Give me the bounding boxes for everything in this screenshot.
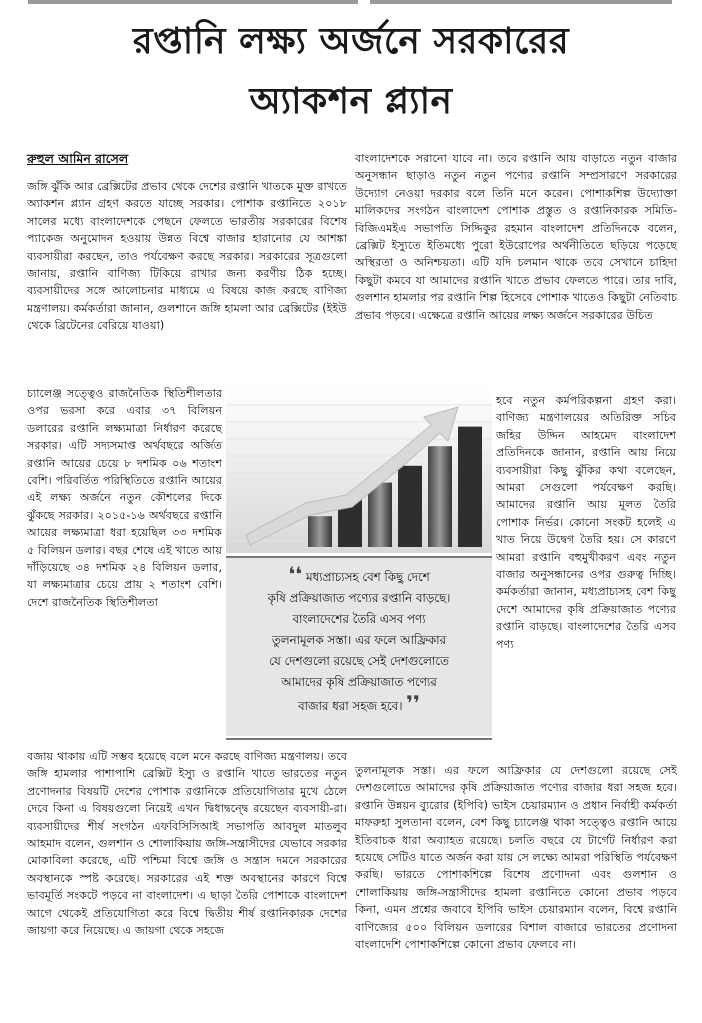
chart-bar: [398, 466, 422, 547]
col1-narrow-paragraph: চ্যালেঞ্জ সত্ত্বেও রাজনৈতিক স্থিতিশীলতার ওপর ভরসা করে এবার ৩৭ বিলিয়ন ডলারের রপ্তানি লক্ষ্যমাত্রা নির্ধারণ করেছে সরকার। এটি সদ্যসমাপ্ত অর্থবছরে অর্জিত রপ্তানি আয়ের চেয়ে ৮ দশমিক ০৬ শতাংশ বেশি। পরিবর্তিত পরিস্থিতিতে রপ্তানি আয়ের এই লক্ষ্য অর্জনে নতুন কৌশলের দিকে ঝুঁকছে সরকার। ২০১৫-১৬ অর্থবছরে রপ্তানি আয়ের লক্ষ্যমাত্রা ধরা হয়েছিল ৩৩ দশমিক ৫ বিলিয়ন ডলার। বছর শেষে এই খাতে আয় দাঁড়িয়েছে ৩৪ দশমিক ২৪ বিলিয়ন ডলার, যা লক্ষ্যমাত্রার চেয়ে প্রায় ২ শতাংশ বেশি। দেশে রাজনৈতিক স্থিতিশীলতা: [27, 387, 222, 609]
chart-bar: [428, 446, 452, 547]
col2-narrow: [496, 392, 676, 653]
open-quote-icon: ❛❛: [288, 562, 303, 586]
growth-chart-image: [226, 385, 492, 553]
quote-line-7: বাজার ধরা সহজ হবে। ❜❜: [297, 691, 421, 715]
chart-bar: [308, 516, 332, 547]
col1-narrow: [27, 385, 222, 611]
col1-bottom-paragraph: বজায় থাকায় এটি সম্ভব হয়েছে বলে মনে করছে বাণিজ্য মন্ত্রণালয়। তবে জঙ্গি হামলার পাশাপাশি ব্রেক্সিট ইস্যু ও রপ্তানি খাতে ভারতের নতুন প্রণোদনার বিষয়টি দেশের পোশাক রপ্তানিকে প্রতিযোগিতার মুখে ঠেলে দেবে কিনা এ বিষয়গুলো নিয়েই এখন দ্বিধাদ্বন্দ্বে রয়েছেন ব্যবসায়ী-রা। ব্যবসায়ীদের শীর্ষ সংগঠন এফবিসিসিআই সভাপতি আবদুল মাতলুব আহমাদ বলেন, গুলশান ও শোলাকিয়ায় জঙ্গি-সন্ত্রাসীদের যেভাবে সরকার মোকাবিলা করেছে, এটি পশ্চিমা বিশ্বে জঙ্গি ও সন্ত্রাস দমনে সরকারের অবস্থানকে স্পষ্ট করেছে। সরকারের এই শক্ত অবস্থানের কারণে বিশ্বে ভাবমূর্তি সংকটে পড়বে না বাংলাদেশ। এ ছাড়া তৈরি পোশাকে বাংলাদেশ আগে থেকেই প্রতিযোগিতা করে বিশ্বে দ্বিতীয় শীর্ষ রপ্তানিকারক দেশের জায়গা করে নিয়েছে। এ জায়গা থেকে সহজে: [27, 750, 347, 938]
col1-bottom: [27, 748, 347, 939]
quote-line-3: বাংলাদেশের তৈরি এসব পণ্য: [292, 612, 426, 626]
quote-line-5: যে দেশগুলো রয়েছে সেই দেশগুলোতে: [269, 654, 449, 668]
headline-line-2: অ্যাকশন প্ল্যান: [249, 81, 453, 122]
quote-line-1: ❛❛ মধ্যপ্রাচ্যসহ বেশ কিছু দেশে: [288, 562, 430, 586]
col2-top-paragraph: বাংলাদেশকে সরানো যাবে না। তবে রপ্তানি আয় বাড়াতে নতুন বাজার অনুসন্ধান ছাড়াও নতুন নতুন পণ্যের রপ্তানি সম্প্রসারণে সরকারের উদ্যোগ নেওয়া দরকার বলে তিনি মনে করেন। পোশাকশিল্প উদ্যোক্তা মালিকদের সংগঠন বাংলাদেশ পোশাক প্রস্তুত ও রপ্তানিকারক সমিতি-বিজিএমইএ সভাপতি সিদ্দিকুর রহমান বাংলাদেশ প্রতিদিনকে বলেন, ব্রেক্সিট ইস্যুতে ইতিমধ্যে পুরো ইউরোপের অর্থনীতিতে ছড়িয়ে পড়েছে অস্থিরতা ও অনিশ্চয়তা। এটি যদি চলমান থাকে তবে সেখানে চাহিদা কিছুটা কমবে যা আমাদের রপ্তানি খাতে প্রভাব ফেলতে পারে। তার দাবি, গুলশান হামলার পর রপ্তানি শিল্প হিসেবে পোশাক খাতেও কিছুটা নেতিবাচ প্রভাব পড়বে। এক্ষেত্রে রপ্তানি আয়ের লক্ষ্য অর্জনে সরকারের উচিত: [355, 152, 677, 322]
quote-line-4: তুলনামূলক সস্তা। এর ফলে আফ্রিকার: [271, 633, 447, 647]
col1-paragraph: জঙ্গি ঝুঁকি আর ব্রেক্সিটের প্রভাব থেকে দেশের রপ্তানি খাতকে মুক্ত রাখতে অ্যাকশন প্ল্যান গ্রহণ করতে যাচ্ছে সরকার। পোশাক রপ্তানিতে ২০১৮ সালের মধ্যে বাংলাদেশকে পেছনে ফেলতে ভারতীয় সরকারের বিশেষ প্যাকেজ অনুমোদন হওয়ায় উন্নত বিশ্বে বাজার হারানোর যে আশঙ্কা ব্যবসায়ীরা করছেন, তাও পর্যবেক্ষণ করছে সরকার। সরকারের সূত্রগুলো জানায়, রপ্তানি বাণিজ্য টিকিয়ে রাখার জন্য করণীয় ঠিক হচ্ছে। ব্যবসায়ীদের সঙ্গে আলোচনার মাধ্যমে এ বিষয়ে কাজ করছে বাণিজ্য মন্ত্রণালয়। কর্মকর্তারা জানান, গুলশানে জঙ্গি হামলা আর ব্রেক্সিটের (ইইউ থেকে ব্রিটেনের বেরিয়ে যাওয়া): [27, 180, 347, 333]
pull-quote: [226, 558, 492, 736]
col2-top: [355, 150, 677, 324]
byline-author: রুহুল আমিন রাসেল: [27, 151, 129, 166]
top-rule-right: [370, 0, 672, 4]
col2-bottom: [355, 762, 677, 953]
chart-bar: [368, 483, 392, 547]
col2-narrow-paragraph: হবে নতুন কর্মপরিকল্পনা গ্রহণ করা। বাণিজ্য মন্ত্রণালয়ের অতিরিক্ত সচিব জহির উদ্দিন আহমেদ বাংলাদেশ প্রতিদিনকে জানান, রপ্তানি আয় নিয়ে ব্যবসায়ীরা কিছু ঝুঁকির কথা বলেছেন, আমরা সেগুলো পর্যবেক্ষণ করছি। আমাদের রপ্তানি আয় মূলত তৈরি পোশাক নির্ভর। কোনো সংকট হলেই এ খাত নিয়ে উদ্বেগ তৈরি হয়। সে কারণে আমরা রপ্তানি বহুমুখীকরণ এবং নতুন বাজার অনুসন্ধানের ওপর গুরুত্ব দিচ্ছি। কর্মকর্তারা জানান, মধ্যপ্রাচ্যসহ বেশ কিছু দেশে আমাদের কৃষি প্রক্রিয়াজাত পণ্যের রপ্তানি বাড়ছে। বাংলাদেশের তৈরি এসব পণ্য: [496, 394, 676, 651]
close-quote-icon: ❜❜: [406, 691, 421, 715]
col1-top: [27, 178, 347, 335]
top-rule-left: [28, 0, 358, 4]
quote-line-2: কৃষি প্রক্রিয়াজাত পণ্যের রপ্তানি বাড়ছে।: [267, 591, 451, 605]
quote-bottom-rule: [226, 738, 492, 740]
chart-bar: [458, 427, 482, 547]
col2-bottom-paragraph: তুলনামূলক সস্তা। এর ফলে আফ্রিকার যে দেশগুলো রয়েছে সেই দেশগুলোতে আমাদের কৃষি প্রক্রিয়াজাত পণ্যের বাজার ধরা সহজ হবে। রপ্তানি উন্নয়ন ব্যুরোর (ইপিবি) ভাইস চেয়ারম্যান ও প্রধান নির্বাহী কর্মকর্তা মাফরুহা সুলতানা বলেন, বেশ কিছু চ্যালেঞ্জ থাকা সত্ত্বেও রপ্তানি আয়ে ইতিবাচক ধারা অব্যাহত রয়েছে। চলতি বছরে যে টার্গেট নির্ধারণ করা হয়েছে সেটিও যাতে অর্জন করা যায় সে লক্ষ্যে আমরা পরিস্থিতি পর্যবেক্ষণ করছি। ভারতে পোশাকশিল্পে বিশেষ প্রণোদনা এবং গুলশান ও শোলাকিয়ায় জঙ্গি-সন্ত্রাসীদের হামলা রপ্তানিতে কোনো প্রভাব পড়বে কিনা, এমন প্রশ্নের জবাবে ইপিবি ভাইস চেয়ারম্যান বলেন, বিশ্বে রপ্তানি বাণিজ্যের ৫০০ বিলিয়ন ডলারের বিশাল বাজারে ভারতের প্রণোদনা বাংলাদেশি পোশাকশিল্পে কোনো প্রভাব ফেলবে না।: [355, 764, 677, 952]
quote-line-6: আমাদের কৃষি প্রক্রিয়াজাত পণ্যের: [281, 675, 437, 689]
headline-line-1: রপ্তানি লক্ষ্য অর্জনে সরকারের: [132, 21, 570, 62]
